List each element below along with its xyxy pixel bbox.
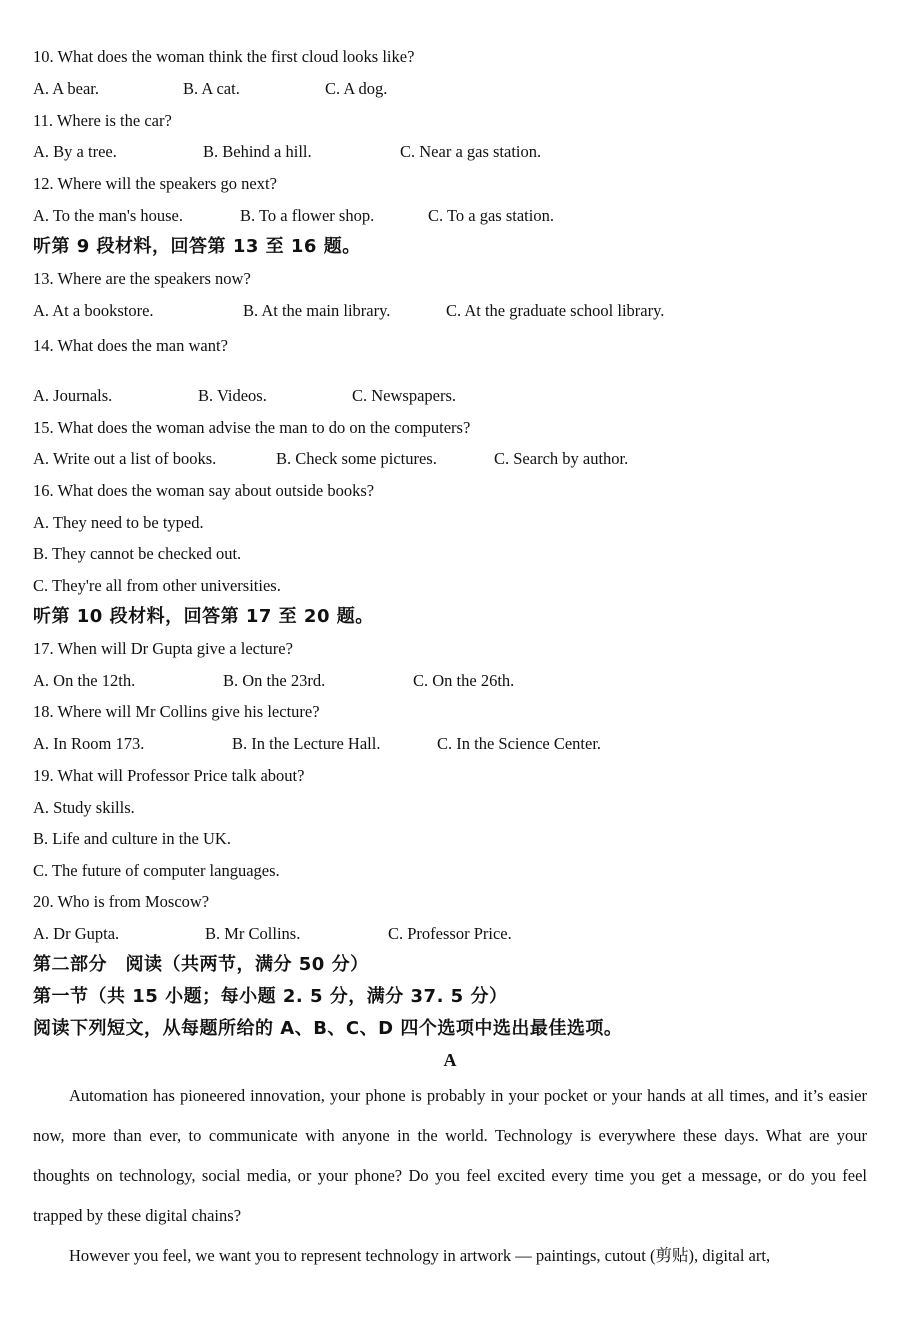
q17-option-b: B. On the 23rd. xyxy=(223,671,326,690)
q20-option-b: B. Mr Collins. xyxy=(205,924,301,943)
q10-option-a: A. A bear. xyxy=(33,79,99,98)
q18-option-b: B. In the Lecture Hall. xyxy=(232,734,381,753)
question-20: 20. Who is from Moscow? xyxy=(33,892,210,911)
passage-label: A xyxy=(443,1050,457,1070)
heading-part-2: 第二部分 阅读（共两节，满分 50 分） xyxy=(33,954,369,975)
q13-option-b: B. At the main library. xyxy=(243,301,391,320)
question-12: 12. Where will the speakers go next? xyxy=(33,174,277,193)
passage-paragraph-2: However you feel, we want you to represent technology in artwork — paintings, cutout (剪贴), digital art, xyxy=(69,1246,771,1265)
q12-option-a: A. To the man's house. xyxy=(33,206,183,225)
heading-section-1: 第一节（共 15 小题；每小题 2. 5 分，满分 37. 5 分） xyxy=(33,986,508,1007)
q18-option-c: C. In the Science Center. xyxy=(437,734,602,753)
heading-instructions: 阅读下列短文，从每题所给的 A、B、C、D 四个选项中选出最佳选项。 xyxy=(33,1018,623,1039)
q16-option-c: C. They're all from other universities. xyxy=(33,576,281,595)
heading-passage-9: 听第 9 段材料，回答第 13 至 16 题。 xyxy=(33,236,361,257)
question-13: 13. Where are the speakers now? xyxy=(33,269,251,288)
q18-option-a: A. In Room 173. xyxy=(33,734,145,753)
q12-option-c: C. To a gas station. xyxy=(428,206,554,225)
q15-option-a: A. Write out a list of books. xyxy=(33,449,217,468)
q14-option-a: A. Journals. xyxy=(33,386,113,405)
q15-option-b: B. Check some pictures. xyxy=(276,449,437,468)
question-17: 17. When will Dr Gupta give a lecture? xyxy=(33,639,293,658)
q17-option-a: A. On the 12th. xyxy=(33,671,136,690)
q14-option-c: C. Newspapers. xyxy=(352,386,457,405)
question-10: 10. What does the woman think the first cloud looks like? xyxy=(33,47,415,66)
question-15: 15. What does the woman advise the man to do on the computers? xyxy=(33,418,471,437)
q20-option-a: A. Dr Gupta. xyxy=(33,924,120,943)
q19-option-c: C. The future of computer languages. xyxy=(33,861,280,880)
q19-option-a: A. Study skills. xyxy=(33,798,135,817)
q13-option-c: C. At the graduate school library. xyxy=(446,301,665,320)
q10-option-c: C. A dog. xyxy=(325,79,388,98)
question-11: 11. Where is the car? xyxy=(33,111,172,130)
question-14: 14. What does the man want? xyxy=(33,336,228,355)
q16-option-b: B. They cannot be checked out. xyxy=(33,544,242,563)
passage-paragraph-1: Automation has pioneered innovation, your phone is probably in your pocket or your hands at all times, and it’s easier now, more than ever, to communicate with anyone in the world. Technology is everywhere these days. What are your thoughts on technology, social media, or your phone? Do you feel excited every time you get a message, or do you feel trapped by these digital chains? xyxy=(33,1086,867,1225)
q12-option-b: B. To a flower shop. xyxy=(240,206,375,225)
question-16: 16. What does the woman say about outside books? xyxy=(33,481,375,500)
heading-passage-10: 听第 10 段材料，回答第 17 至 20 题。 xyxy=(33,606,374,627)
question-18: 18. Where will Mr Collins give his lecture? xyxy=(33,702,320,721)
q13-option-a: A. At a bookstore. xyxy=(33,301,154,320)
q20-option-c: C. Professor Price. xyxy=(388,924,512,943)
q14-option-b: B. Videos. xyxy=(198,386,267,405)
q11-option-b: B. Behind a hill. xyxy=(203,142,312,161)
q11-option-a: A. By a tree. xyxy=(33,142,117,161)
question-19: 19. What will Professor Price talk about? xyxy=(33,766,305,785)
q11-option-c: C. Near a gas station. xyxy=(400,142,542,161)
q10-option-b: B. A cat. xyxy=(183,79,240,98)
q15-option-c: C. Search by author. xyxy=(494,449,629,468)
q19-option-b: B. Life and culture in the UK. xyxy=(33,829,231,848)
q16-option-a: A. They need to be typed. xyxy=(33,513,204,532)
q17-option-c: C. On the 26th. xyxy=(413,671,515,690)
